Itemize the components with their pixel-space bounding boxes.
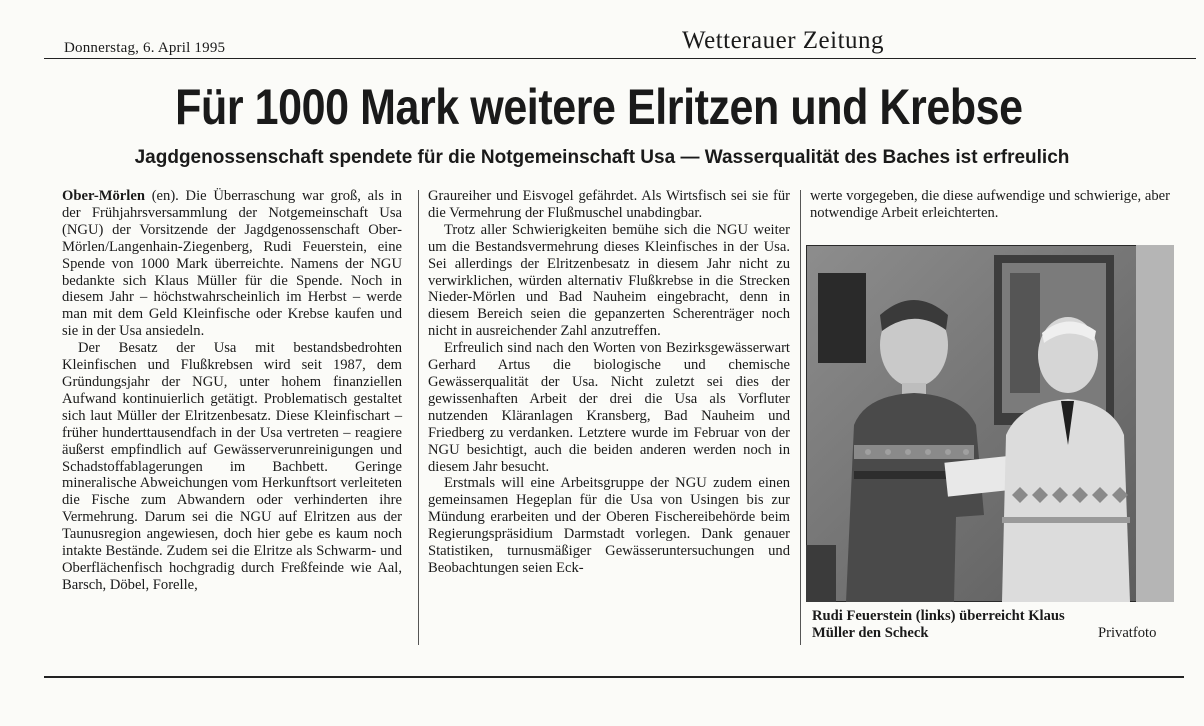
column-separator bbox=[800, 190, 801, 645]
headline: Für 1000 Mark weitere Elritzen und Krebse bbox=[175, 79, 1023, 135]
newspaper-name: Wetterauer Zeitung bbox=[682, 27, 885, 54]
paragraph: werte vorgegeben, die diese aufwendige und schwierige, aber notwendige Arbeit erleichterten. bbox=[810, 188, 1170, 221]
caption-line: Müller den Scheck bbox=[812, 625, 929, 641]
paragraph: Erstmals will eine Arbeitsgruppe der NGU zudem einen gemeinsamen Hegeplan für die Usa von Usingen bis zur Mündung erarbeiten und der Oberen Fischereibehörde beim Regierungspräsidium Darmstadt vorlegen. Dank genauer Statistiken, turnusmäßiger Gewässeruntersuchungen und Beobachtungen seien Eck- bbox=[428, 475, 790, 576]
bottom-rule bbox=[44, 676, 1184, 678]
paragraph bbox=[62, 188, 402, 340]
photo-two-men-handing-cheque bbox=[806, 245, 1174, 602]
issue-date: Donnerstag, 6. April 1995 bbox=[64, 40, 226, 56]
article-column-1 bbox=[62, 188, 402, 594]
photo-credit: Privatfoto bbox=[1098, 625, 1157, 641]
article-column-3 bbox=[810, 188, 1170, 222]
paragraph: Der Besatz der Usa mit bestandsbedrohten Kleinfischen und Flußkrebsen wird seit 1987, dem Gründungsjahr der NGU, unter hohem finanziellen Aufwand kontinuierlich getätigt. Problematisch gestaltet sich laut Müller der Elritzenbesatz. Diese Kleinfischart – früher hunderttausendfach in der Usa vertreten – reagiere äußerst empfindlich auf Gewässerverunreinigungen und Schadstoffablagerungen im Bachbett. Geringe mineralische Abweichungen vom Herkunftsort verleiteten die Fische zum Abwandern oder verhinderten ihre Vermehrung. Darum sei die NGU auf Elritzen aus der Taunusregion angewiesen, doch hier gebe es kaum noch intakte Bestände. Zudem sei die Elritze als Schwarm- und Oberflächenfisch hochgradig durch Freßfeinde wie Aal, Barsch, Döbel, Forelle, bbox=[62, 340, 402, 593]
paragraph: Graureiher und Eisvogel gefährdet. Als Wirtsfisch sei sie für die Vermehrung der Flußmuschel unabdingbar. bbox=[428, 188, 790, 221]
paragraph: Trotz aller Schwierigkeiten bemühe sich die NGU weiter um die Bestandsvermehrung dieses Kleinfisches in der Usa. Sei allerdings der Elritzenbesatz in diesem Jahr nicht zu verwirklichen, würden alternativ Flußkrebse in die Strecken Nieder-Mörlen und Bad Nauheim eingebracht, denn in diesem Bereich seien die gepanzerten Scherenträger noch nicht in ausreichender Zahl anzutreffen. bbox=[428, 221, 790, 340]
masthead-rule bbox=[44, 58, 1196, 59]
article-column-2 bbox=[428, 188, 790, 577]
dateline: Ober-Mörlen bbox=[62, 188, 145, 204]
paragraph: Erfreulich sind nach den Worten von Bezirksgewässerwart Gerhard Artus die biologische und chemische Gewässerqualität der Usa. Nicht zuletzt sei dies der gewissenhaften Arbeit der drei die Usa als Vorfluter nutzenden Kläranlagen Kransberg, Bad Nauheim und Friedberg zu verdanken. Letztere wurde im Februar von der NGU besichtigt, auch die beiden anderen werden noch in diesem Jahr besucht. bbox=[428, 340, 790, 475]
paragraph-text: (en). Die Überraschung war groß, als in der Frühjahrsversammlung der Notgemeinschaft Usa (NGU) der Vorsitzende der Jagdgenossenschaft Ober-Mörlen/Langenhain-Ziegenberg, Rudi Feuerstein, eine Spende von 1000 Mark überreichte. Namens der NGU bedankte sich Klaus Müller für die Spende. Noch in diesem Jahr – höchstwahrscheinlich im Herbst – werde man mit dem Geld Kleinfische oder Krebse kaufen und sie in der Usa ansiedeln. bbox=[62, 188, 402, 340]
caption-line: Rudi Feuerstein (links) überreicht Klaus bbox=[812, 608, 1065, 624]
subheadline: Jagdgenossenschaft spendete für die Notgemeinschaft Usa — Wasserqualität des Baches ist erfreulich bbox=[134, 147, 1070, 168]
article-photo bbox=[806, 245, 1174, 602]
column-separator bbox=[418, 190, 419, 645]
